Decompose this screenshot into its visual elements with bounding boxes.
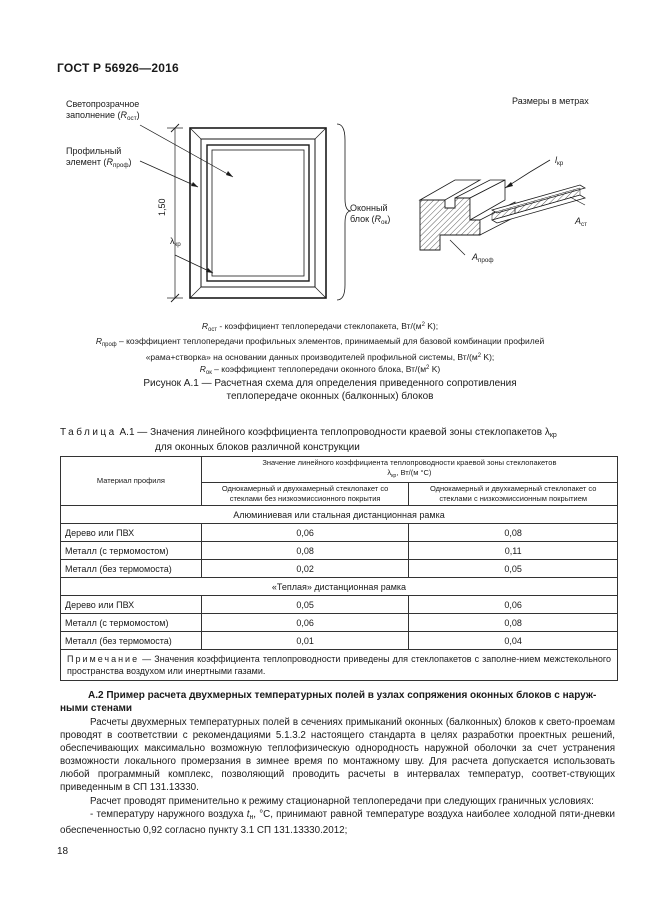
dimension-height-label: 1,50 <box>157 198 167 216</box>
a-st-label: $A_{ст}$ <box>575 216 588 228</box>
table-row: Дерево или ПВХ 0,06 0,08 <box>61 524 618 542</box>
window-block-brace <box>337 124 351 300</box>
legend-line-2: $R_{проф}$ – коэффициент теплопередачи профильных элементов, принимаемый для базовой комбинации профилей <box>95 336 545 348</box>
header-value-group: Значение линейного коэффициента теплопроводности краевой зоны стеклопакетов $\lambda_{кр}$, Вт/(м °С) <box>201 457 617 483</box>
window-diagram <box>55 95 375 310</box>
body-text <box>60 716 615 837</box>
label-profile: Профильный элемент $(R_{проф})$ <box>66 146 132 169</box>
section-header-aluminium: Алюминиевая или стальная дистанционная рамка <box>61 506 618 524</box>
l-kr-label: $l_{кр}$ <box>555 155 564 167</box>
legend-line-4: $R_{ок}$ – коэффициент теплопередачи оконного блока, $Вт/(м^2$ K) <box>199 364 441 376</box>
lambda-table <box>60 456 618 681</box>
paragraph-2: Расчет проводят применительно к режиму стационарной теплопередачи при следующих граничных условиях: <box>90 795 594 807</box>
header-col-a: Однокамерный и двухкамерный стеклопакет со стеклами без низкоэмиссионного покрытия <box>201 483 409 506</box>
a-prof-label: $A_{проф}$ <box>472 252 494 264</box>
profile-section-diagram <box>410 150 600 270</box>
table-title: Таблица А.1 — Значения линейного коэффициента теплопроводности краевой зоны стеклопакетов $\lambda_{кр}$ для оконных блоков различной конструкции <box>60 427 557 453</box>
header-col-b: Однокамерный и двухкамерный стеклопакет со стеклами с низкоэмиссионным покрытием <box>409 483 618 506</box>
window-sash <box>207 145 309 281</box>
page-number: 18 <box>57 846 69 857</box>
window-inner-frame <box>201 139 315 287</box>
header-material: Материал профиля <box>61 457 202 506</box>
paragraph-3: - температуру наружного воздуха $t_н$, °С, принимают равной температуре воздуха наиболее холодной пяти-дневки обеспеченностью 0,92 согласно пункту 3.1 СП 131.13330.2012; <box>60 808 615 836</box>
label-glazing: Светопрозрачное заполнение $(R_{ост})$ <box>66 99 140 122</box>
paragraph-1: Расчеты двухмерных температурных полей в сечениях примыканий оконных (балконных) блоков к свето-проемам проводят в соответствии с рекомендациями 5.1.3.2 настоящего стандарта в целях разработки проектных решений, обеспечивающих максимально возможную теплофизическую однородность наружной оболочки за счет устранения возможности локального промерзания в зимнее время по монтажному шву. Для расчета допускается использовать любой программный комплекс, позволяющий проводить расчеты в интервалах температур, соответ-ствующих приведенным в СП 131.13330. <box>60 717 615 794</box>
window-glass <box>212 150 304 276</box>
table-row: Металл (без термомоста) 0,01 0,04 <box>61 632 618 650</box>
document-header: ГОСТ Р 56926—2016 <box>57 61 179 75</box>
section-title: А.2 Пример расчета двухмерных температурных полей в узлах сопряжения оконных блоков с наруж-ными стенами <box>60 690 597 714</box>
table-note: Примечание — Значения коэффициента теплопроводности приведены для стеклопакетов с заполне-нием межстекольного пространства воздухом или инертными газами. <box>61 650 618 681</box>
label-window-block: Оконный блок $(R_{ок})$ <box>350 203 391 226</box>
table-row: Металл (без термомоста) 0,02 0,05 <box>61 560 618 578</box>
figure-caption: Рисунок А.1 — Расчетная схема для определения приведенного сопротивления теплопередаче оконных (балконных) блоков <box>143 378 517 402</box>
lambda-label: $\lambda_{кр}$ <box>170 236 181 248</box>
figure-legend <box>60 320 580 379</box>
table-row: Металл (с термомостом) 0,06 0,08 <box>61 614 618 632</box>
table-row: Дерево или ПВХ 0,05 0,06 <box>61 596 618 614</box>
table-row: Металл (с термомостом) 0,08 0,11 <box>61 542 618 560</box>
section-header-warm: «Теплая» дистанционная рамка <box>61 578 618 596</box>
legend-line-1: $R_{ост}$ - коэффициент теплопередачи стеклопакета, $Вт/(м^2$ K); <box>201 321 439 333</box>
legend-line-3: «рама+створка» на основании данных производителей профильной системы, $Вт/(м^2$ K); <box>145 352 495 362</box>
sizes-note: Размеры в метрах <box>512 96 589 106</box>
